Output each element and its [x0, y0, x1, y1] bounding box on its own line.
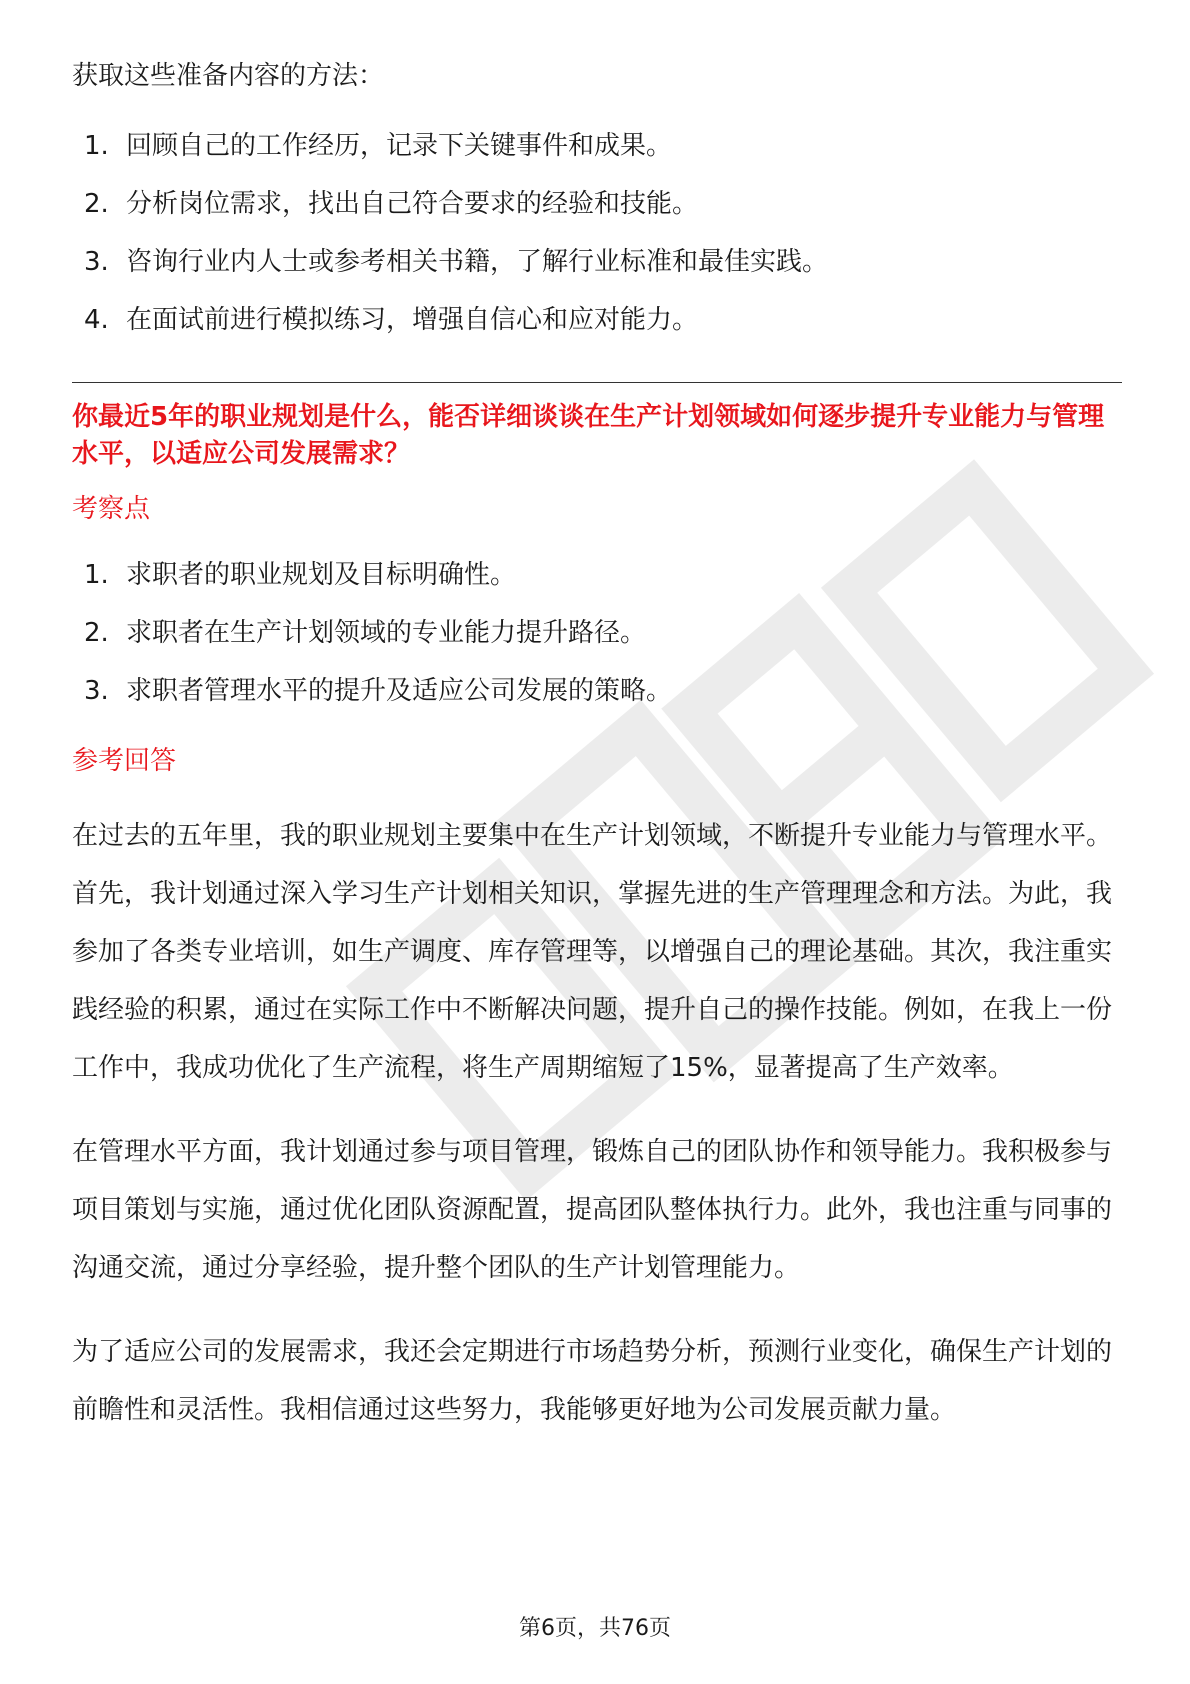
answer-paragraph: 在管理水平方面，我计划通过参与项目管理，锻炼自己的团队协作和领导能力。我积极参与项目策划与实施，通过优化团队资源配置，提高团队整体执行力。此外，我也注重与同事的沟通交流，通过分享经验，提升整个团队的生产计划管理能力。 — [72, 1137, 1113, 1283]
answer-body — [72, 807, 1122, 1439]
list-number: 4. — [84, 305, 109, 335]
list-number: 2. — [84, 189, 109, 219]
list-item — [72, 184, 1122, 224]
answer-heading: 参考回答 — [72, 746, 177, 776]
answer-paragraph: 在过去的五年里，我的职业规划主要集中在生产计划领域，不断提升专业能力与管理水平。首先，我计划通过深入学习生产计划相关知识，掌握先进的生产管理理念和方法。为此，我参加了各类专业培训，如生产调度、库存管理等，以增强自己的理论基础。其次，我注重实践经验的积累，通过在实际工作中不断解决问题，提升自己的操作技能。例如，在我上一份工作中，我成功优化了生产流程，将生产周期缩短了15%，显著提高了生产效率。 — [72, 821, 1113, 1083]
intro-label: 获取这些准备内容的方法： — [72, 61, 385, 91]
list-number: 1. — [84, 131, 109, 161]
list-text: 回顾自己的工作经历，记录下关键事件和成果。 — [126, 131, 673, 161]
answer-paragraph: 为了适应公司的发展需求，我还会定期进行市场趋势分析，预测行业变化，确保生产计划的前瞻性和灵活性。我相信通过这些努力，我能够更好地为公司发展贡献力量。 — [72, 1337, 1113, 1425]
question-title: 你最近5年的职业规划是什么，能否详细谈谈在生产计划领域如何逐步提升专业能力与管理水平，以适应公司发展需求？ — [72, 402, 1105, 469]
focus-heading: 考察点 — [72, 494, 151, 524]
focus-list — [72, 555, 1122, 711]
list-item — [72, 300, 1122, 340]
list-item — [72, 126, 1122, 166]
content — [72, 56, 1122, 1465]
list-text: 求职者的职业规划及目标明确性。 — [126, 560, 517, 590]
list-item — [72, 613, 1122, 653]
list-number: 2. — [84, 618, 109, 648]
list-text: 在面试前进行模拟练习，增强自信心和应对能力。 — [126, 305, 699, 335]
list-text: 求职者在生产计划领域的专业能力提升路径。 — [126, 618, 647, 648]
list-text: 分析岗位需求，找出自己符合要求的经验和技能。 — [126, 189, 699, 219]
list-number: 3. — [84, 247, 109, 277]
list-text: 求职者管理水平的提升及适应公司发展的策略。 — [126, 676, 673, 706]
method-list — [72, 126, 1122, 340]
list-number: 1. — [84, 560, 109, 590]
list-item — [72, 555, 1122, 595]
list-item — [72, 671, 1122, 711]
divider — [72, 382, 1122, 383]
list-text: 咨询行业内人士或参考相关书籍，了解行业标准和最佳实践。 — [126, 247, 829, 277]
list-item — [72, 242, 1122, 282]
list-number: 3. — [84, 676, 109, 706]
page-number: 第6页，共76页 — [519, 1616, 671, 1641]
